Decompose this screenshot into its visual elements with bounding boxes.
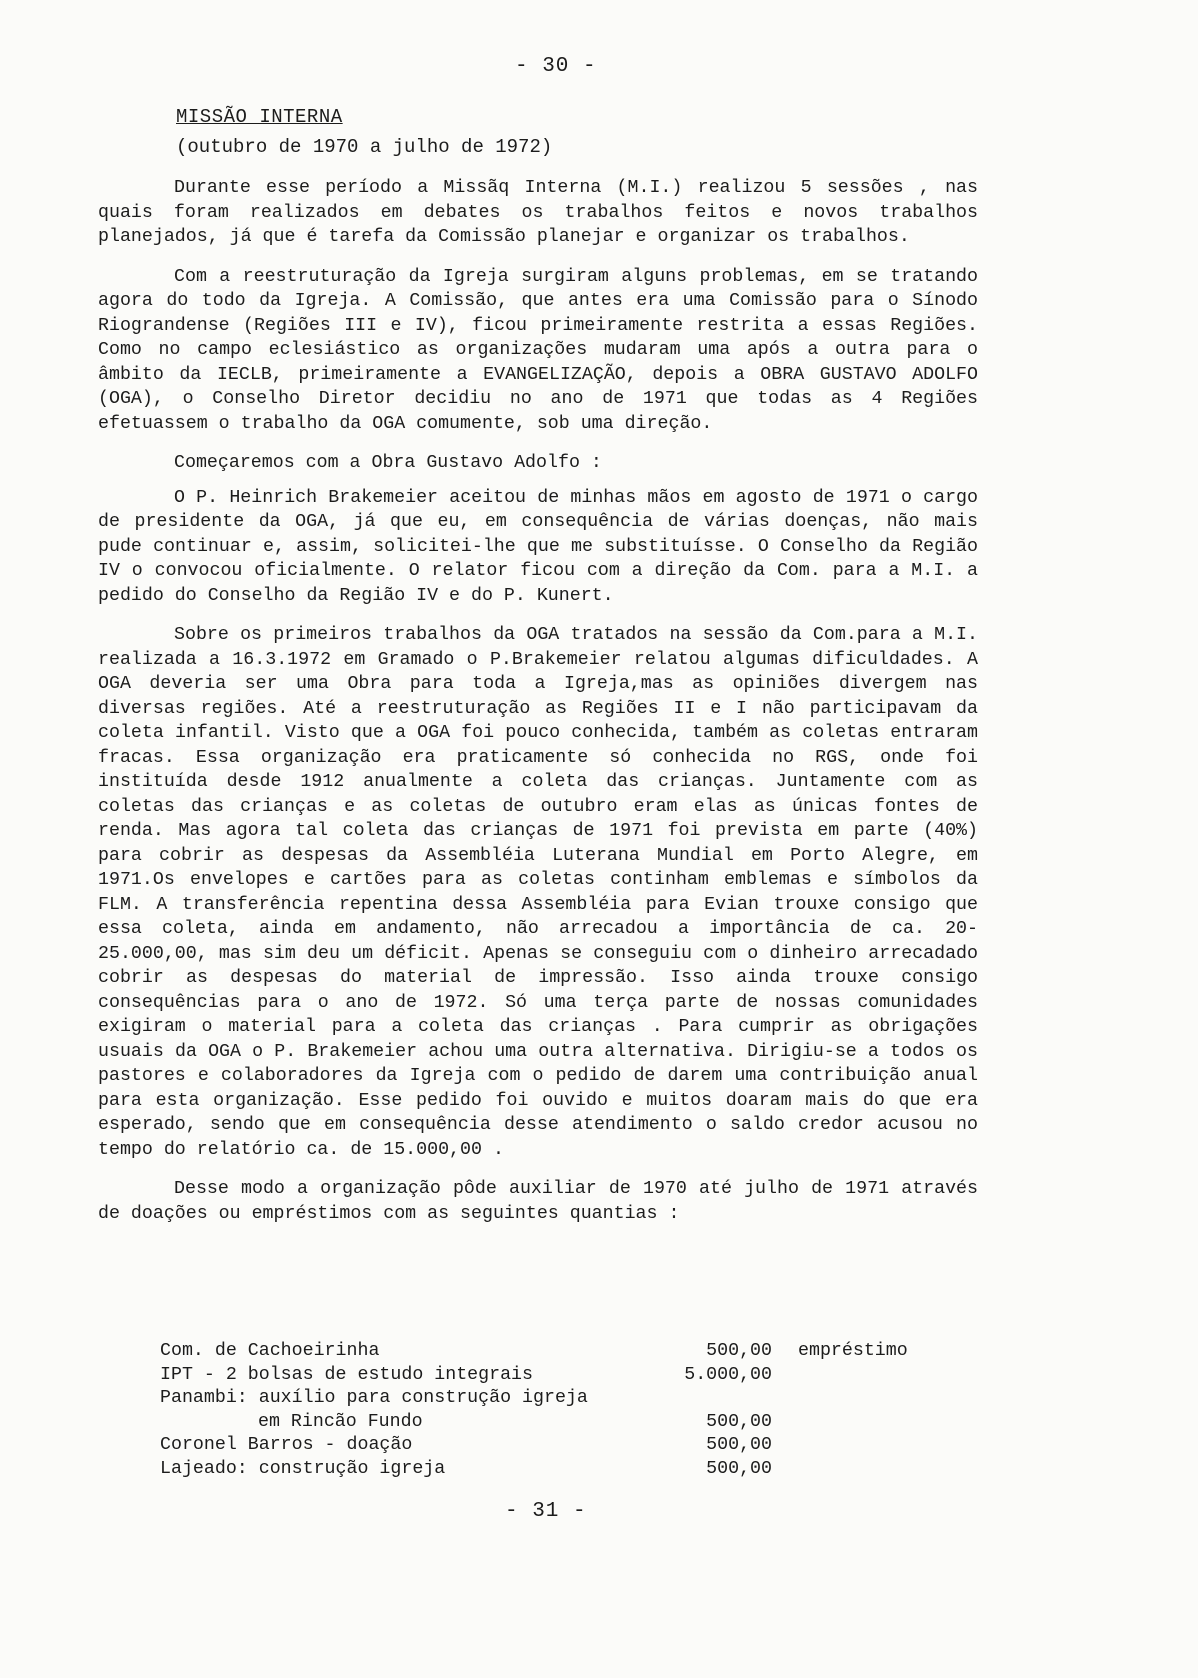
item-description: Panambi: auxílio para construção igreja [160,1388,588,1409]
item-description: Com. de Cachoeirinha [160,1341,380,1361]
body-text [98,176,978,1241]
list-item [160,1340,960,1364]
paragraph: Começaremos com a Obra Gustavo Adolfo : [174,453,602,473]
list-item [160,1387,960,1411]
donations-list [160,1340,960,1482]
paragraph: Com a reestruturação da Igreja surgiram alguns problemas, em se tratando agora do todo da Igreja. A Comissão, que antes era uma Comissão para o Sínodo Riograndense (Regiões III e IV), ficou primeiramente restrita a essas Regiões. Como no campo eclesiástico as organizações mudaram uma após a outra para o âmbito da IECLB, primeiramente a EVANGELIZAÇÃO, depois a OBRA GUSTAVO ADOLFO (OGA), o Conselho Diretor decidiu no ano de 1971 que todas as 4 Regiões efetuassem o trabalho da OGA comumente, sob uma direção. [98,266,978,434]
item-amount: 500,00 [706,1435,772,1456]
paragraph: Durante esse período a Missãq Interna (M.I.) realizou 5 sessões , nas quais foram realizados em debates os trabalhos feitos e novos trabalhos planejados, já que é tarefa da Comissão planejar e organizar os trabalhos. [98,178,978,247]
list-item [160,1434,960,1458]
list-item [160,1458,960,1482]
section-title: MISSÃO INTERNA [176,106,343,128]
item-amount: 500,00 [706,1341,772,1361]
item-amount: 500,00 [706,1411,772,1432]
item-description: em Rincão Fundo [258,1411,423,1432]
page-number-top: - 30 - [515,55,597,78]
item-description: IPT - 2 bolsas de estudo integrais [160,1364,533,1385]
item-amount: 500,00 [706,1458,772,1479]
section-subtitle: (outubro de 1970 a julho de 1972) [176,136,553,158]
list-item [160,1411,960,1435]
paragraph: O P. Heinrich Brakemeier aceitou de minhas mãos em agosto de 1971 o cargo de presidente da OGA, já que eu, em consequência de várias doenças, não mais pude continuar e, assim, solicitei-lhe que me substituísse. O Conselho da Região IV o convocou oficialmente. O relator ficou com a direção da Com. para a M.I. a pedido do Conselho da Região IV e do P. Kunert. [98,487,978,606]
paragraph: Desse modo a organização pôde auxiliar de 1970 até julho de 1971 através de doações ou empréstimos com as seguintes quantias : [98,1179,978,1224]
item-description: Lajeado: construção igreja [160,1458,446,1479]
page-number-bottom: - 31 - [505,1500,587,1523]
item-amount: 5.000,00 [684,1364,772,1385]
item-note: empréstimo [798,1341,908,1361]
item-amount [660,1387,772,1411]
list-item [160,1364,960,1388]
paragraph: Sobre os primeiros trabalhos da OGA tratados na sessão da Com.para a M.I. realizada a 16.3.1972 em Gramado o P.Brakemeier relatou algumas dificuldades. A OGA deveria ser uma Obra para toda a Igreja,mas as opiniões divergem nas diversas regiões. Até a reestruturação as Regiões II e I não participavam da coleta infantil. Visto que a OGA foi pouco conhecida, também as coletas entraram fracas. Essa organização era praticamente só conhecida no RGS, onde foi instituída desde 1912 anualmente a coleta das crianças. Juntamente com as coletas das crianças e as coletas de outubro eram elas as únicas fontes de renda. Mas agora tal coleta das crianças de 1971 foi prevista em parte (40%) para cobrir as despesas da Assembléia Luterana Mundial em Porto Alegre, em 1971.Os envelopes e cartões para as coletas continham emblemas e símbolos da FLM. A transferência repentina dessa Assembléia para Evian trouxe consigo que essa coleta, ainda em andamento, não arrecadou a importância de ca. 20-25.000,00, mas sim deu um déficit. Apenas se conseguiu com o dinheiro arrecadado cobrir as despesas do material de impressão. Isso ainda trouxe consigo consequências para o ano de 1972. Só uma terça parte de nossas comunidades exigiram o material para a coleta das crianças . Para cumprir as obrigações usuais da OGA o P. Brakemeier achou uma outra alternativa. Dirigiu-se a todos os pastores e colaboradores da Igreja com o pedido de darem uma contribuição anual para esta organização. Esse pedido foi ouvido e muitos doaram mais do que era esperado, sendo que em consequência desse atendimento o saldo credor acusou no tempo do relatório ca. de 15.000,00 . [98,625,978,1160]
item-description: Coronel Barros - doação [160,1435,413,1456]
